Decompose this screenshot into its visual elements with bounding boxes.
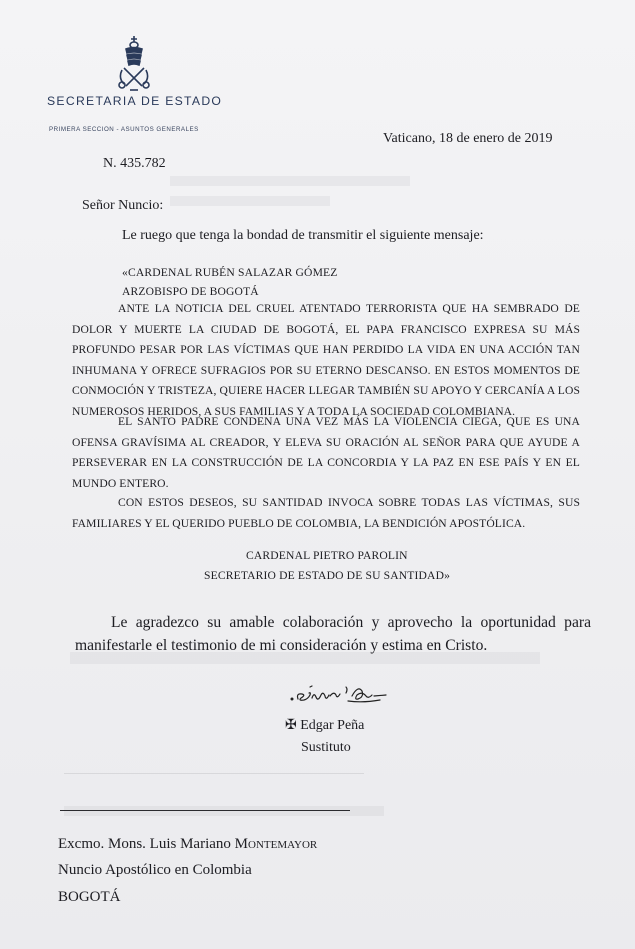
message-paragraph-3: CON ESTOS DESEOS, SU SANTIDAD INVOCA SOBRE TODAS LAS VÍCTIMAS, SUS FAMILIARES Y EL QUERIDO PUEBLO DE COLOMBIA, LA BENDICIÓN APOSTÓLICA. — [72, 496, 580, 530]
addressee-line-1: Excmo. Mons. Luis Mariano Montemayor — [58, 836, 318, 852]
message-recipient-title: ARZOBISPO DE BOGOTÁ — [122, 285, 259, 298]
letterhead-section: PRIMERA SECCION - ASUNTOS GENERALES — [49, 126, 199, 133]
message-paragraph-1: ANTE LA NOTICIA DEL CRUEL ATENTADO TERRORISTA QUE HA SEMBRADO DE DOLOR Y MUERTE LA CIUDAD DE BOGOTÁ, EL PAPA FRANCISCO EXPRESA SU MÁS PROFUNDO PESAR POR LAS VÍCTIMAS QUE HAN PERDIDO LA VIDA EN UNA ACCIÓN TAN INHUMANA Y OFRECE SUFRAGIOS POR SU ETERNO DESCANSO. EN ESTOS MOMENTOS DE CONMOCIÓN Y TRISTEZA, QUIERE HACER LLEGAR TAMBIÉN SU APOYO Y CERCANÍA A LOS NUMEROSOS HERIDOS, A SUS FAMILIAS Y A TODA LA SOCIEDAD COLOMBIANA. — [72, 302, 580, 418]
signer-role: Sustituto — [301, 740, 351, 755]
addressee-line-3: BOGOTÁ — [58, 889, 121, 905]
protocol-number: N. 435.782 — [103, 156, 166, 171]
message-signatory-name: CARDENAL PIETRO PAROLIN — [246, 549, 408, 562]
letter-date: Vaticano, 18 de enero de 2019 — [383, 131, 553, 146]
closing-paragraph: Le agradezco su amable colaboración y aprovecho la oportunidad para manifestarle el testimonio de mi consideración y estima en Cristo. — [75, 614, 591, 654]
addressee-line-2: Nuncio Apostólico en Colombia — [58, 862, 252, 878]
request-line: Le ruego que tenga la bondad de transmitir el siguiente mensaje: — [122, 228, 484, 243]
handwritten-signature-icon — [288, 683, 396, 709]
signer-name: ✠ Edgar Peña — [285, 718, 365, 733]
message-paragraph-2: EL SANTO PADRE CONDENA UNA VEZ MÁS LA VIOLENCIA CIEGA, QUE ES UNA OFENSA GRAVÍSIMA AL CREADOR, Y ELEVA SU ORACIÓN AL SEÑOR PARA QUE AYUDE A PERSEVERAR EN LA CONSTRUCCIÓN DE LA CONCORDIA Y LA PAZ EN ESE PAÍS Y EN EL MUNDO ENTERO. — [72, 415, 580, 490]
papal-crest-icon — [108, 34, 160, 92]
letterhead-office: SECRETARIA DE ESTADO — [47, 94, 223, 108]
message-recipient-name: «CARDENAL RUBÉN SALAZAR GÓMEZ — [122, 266, 338, 279]
message-signatory-title: SECRETARIO DE ESTADO DE SU SANTIDAD» — [204, 569, 451, 582]
salutation: Señor Nuncio: — [82, 198, 164, 213]
addressee-divider — [60, 810, 350, 811]
